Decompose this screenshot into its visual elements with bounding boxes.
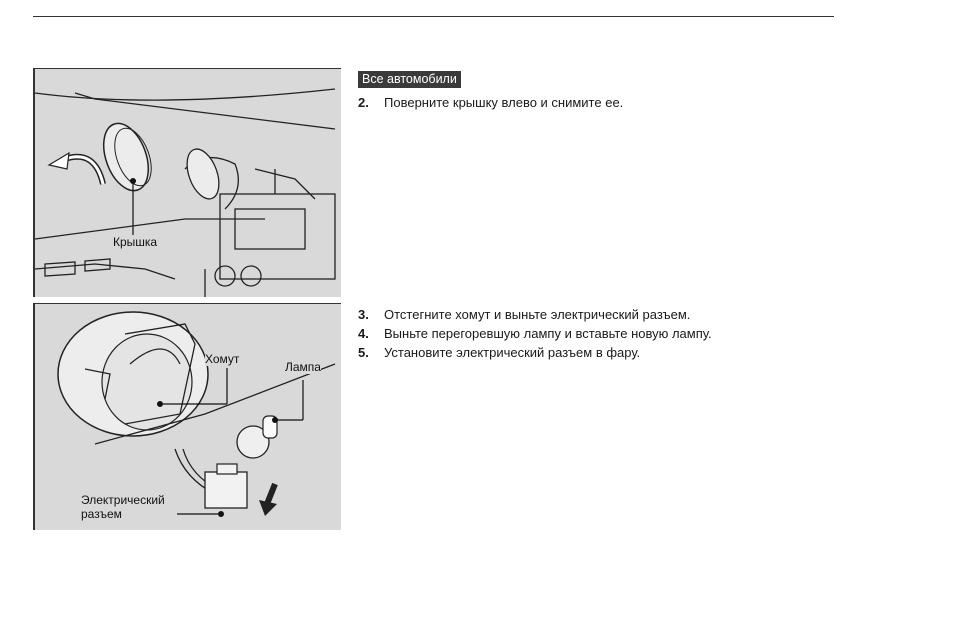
step-number: 4.: [358, 326, 369, 341]
illustration-cover-removal: [33, 68, 341, 297]
callout-cover: Крышка: [113, 235, 158, 249]
top-rule: [33, 16, 834, 17]
step-number: 5.: [358, 345, 369, 360]
engine-bay-drawing: [35, 69, 341, 297]
callout-bulb: Лампа: [285, 360, 321, 374]
bulb-shape: [237, 416, 277, 458]
step-2: [358, 95, 623, 111]
step-text: Установите электрический разъем в фару.: [384, 345, 641, 360]
connector-shape: [205, 464, 247, 508]
pull-arrow-icon: [267, 484, 275, 504]
section-badge: Все автомобили: [358, 71, 461, 88]
step-3: [358, 307, 690, 323]
cover-shape: [95, 117, 157, 196]
step-5: [358, 345, 640, 361]
step-number: 3.: [358, 307, 369, 322]
step-text: Отстегните хомут и выньте электрический разъем.: [384, 307, 691, 322]
step-text: Выньте перегоревшую лампу и вставьте новую лампу.: [384, 326, 712, 341]
illustration-bulb-replacement: [33, 303, 341, 530]
step-text: Поверните крышку влево и снимите ее.: [384, 95, 624, 110]
step-number: 2.: [358, 95, 369, 110]
step-4: [358, 326, 712, 342]
callout-connector: Электрический разъем: [81, 493, 177, 521]
callout-clamp: Хомут: [205, 352, 240, 366]
